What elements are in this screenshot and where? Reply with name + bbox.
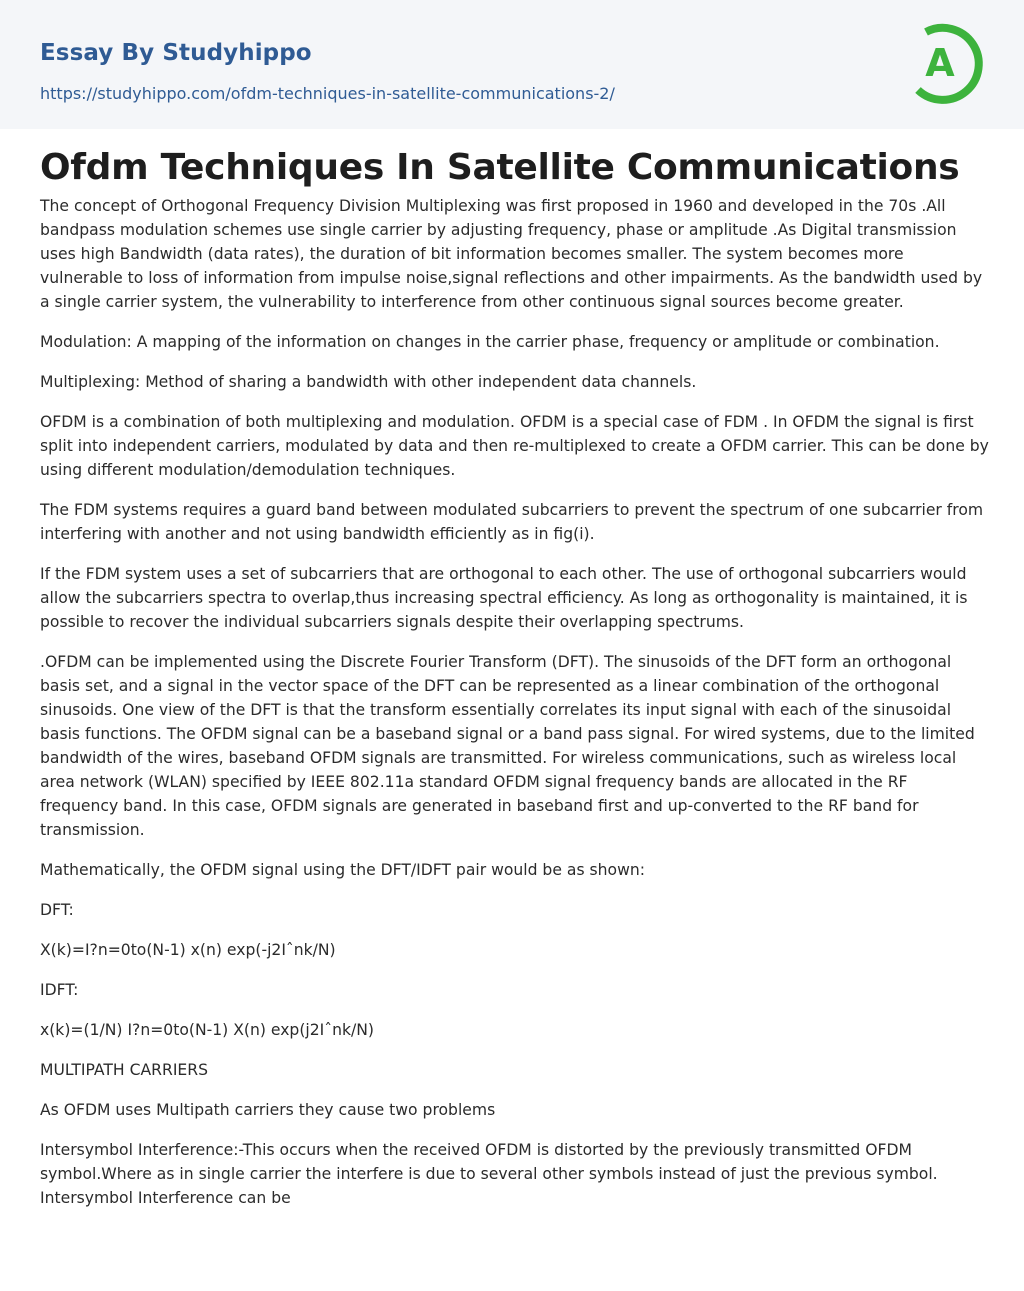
paragraph: Modulation: A mapping of the information on changes in the carrier phase, frequency or amplitude or combination. — [40, 333, 940, 351]
paragraph: x(k)=(1/N) I?n=0to(N-1) X(n) exp(j2Iˆnk/N) — [40, 1021, 374, 1039]
paragraph: MULTIPATH CARRIERS — [40, 1061, 209, 1079]
source-url-link[interactable]: https://studyhippo.com/ofdm-techniques-in-satellite-communications-2/ — [40, 84, 615, 103]
paragraph: Multiplexing: Method of sharing a bandwidth with other independent data channels. — [40, 373, 697, 391]
paragraph: As OFDM uses Multipath carriers they cause two problems — [40, 1101, 496, 1119]
brand-title: Essay By Studyhippo — [40, 40, 312, 66]
paragraph: DFT: — [40, 901, 74, 919]
article-title: Ofdm Techniques In Satellite Communications — [40, 147, 960, 188]
paragraph: If the FDM system uses a set of subcarriers that are orthogonal to each other. The use of orthogonal subcarriers would allow the subcarriers spectra to overlap,thus increasing spectral efficiency. As long as orthogonality is maintained, it is possible to recover the individual subcarriers signals despite their overlapping spectrums. — [40, 565, 968, 631]
paragraph: Intersymbol Interference:-This occurs when the received OFDM is distorted by the previously transmitted OFDM symbol.Where as in single carrier the interfere is due to several other symbols instead of just the previous symbol. Intersymbol Interference can be — [40, 1141, 938, 1207]
paragraph: Mathematically, the OFDM signal using the DFT/IDFT pair would be as shown: — [40, 861, 645, 879]
paragraph: The concept of Orthogonal Frequency Division Multiplexing was first proposed in 1960 and developed in the 70s .All bandpass modulation schemes use single carrier by adjusting frequency, phase or amplitude .As Digital transmission uses high Bandwidth (data rates), the duration of bit information becomes smaller. The system becomes more vulnerable to loss of information from impulse noise,signal reflections and other impairments. As the bandwidth used by a single carrier system, the vulnerability to interference from other continuous signal sources become greater. — [40, 197, 983, 311]
paragraph: .OFDM can be implemented using the Discrete Fourier Transform (DFT). The sinusoids of the DFT form an orthogonal basis set, and a signal in the vector space of the DFT can be represented as a linear combination of the orthogonal sinusoids. One view of the DFT is that the transform essentially correlates its input signal with each of the sinusoidal basis functions. The OFDM signal can be a baseband signal or a band pass signal. For wired systems, due to the limited bandwidth of the wires, baseband OFDM signals are transmitted. For wireless communications, such as wireless local area network (WLAN) specified by IEEE 802.11a standard OFDM signal frequency bands are allocated in the RF frequency band. In this case, OFDM signals are generated in baseband first and up-converted to the RF band for transmission. — [40, 653, 975, 839]
paragraph: IDFT: — [40, 981, 79, 999]
paragraph: The FDM systems requires a guard band between modulated subcarriers to prevent the spectrum of one subcarrier from interfering with another and not using bandwidth efficiently as in fig(i). — [40, 501, 984, 543]
paragraph: OFDM is a combination of both multiplexing and modulation. OFDM is a special case of FDM . In OFDM the signal is first split into independent carriers, modulated by data and then re-multiplexed to create a OFDM carrier. This can be done by using different modulation/demodulation techniques. — [40, 413, 989, 479]
article-body — [40, 194, 990, 1226]
logo-letter: A — [925, 41, 955, 85]
paragraph: X(k)=I?n=0to(N-1) x(n) exp(-j2Iˆnk/N) — [40, 941, 336, 959]
